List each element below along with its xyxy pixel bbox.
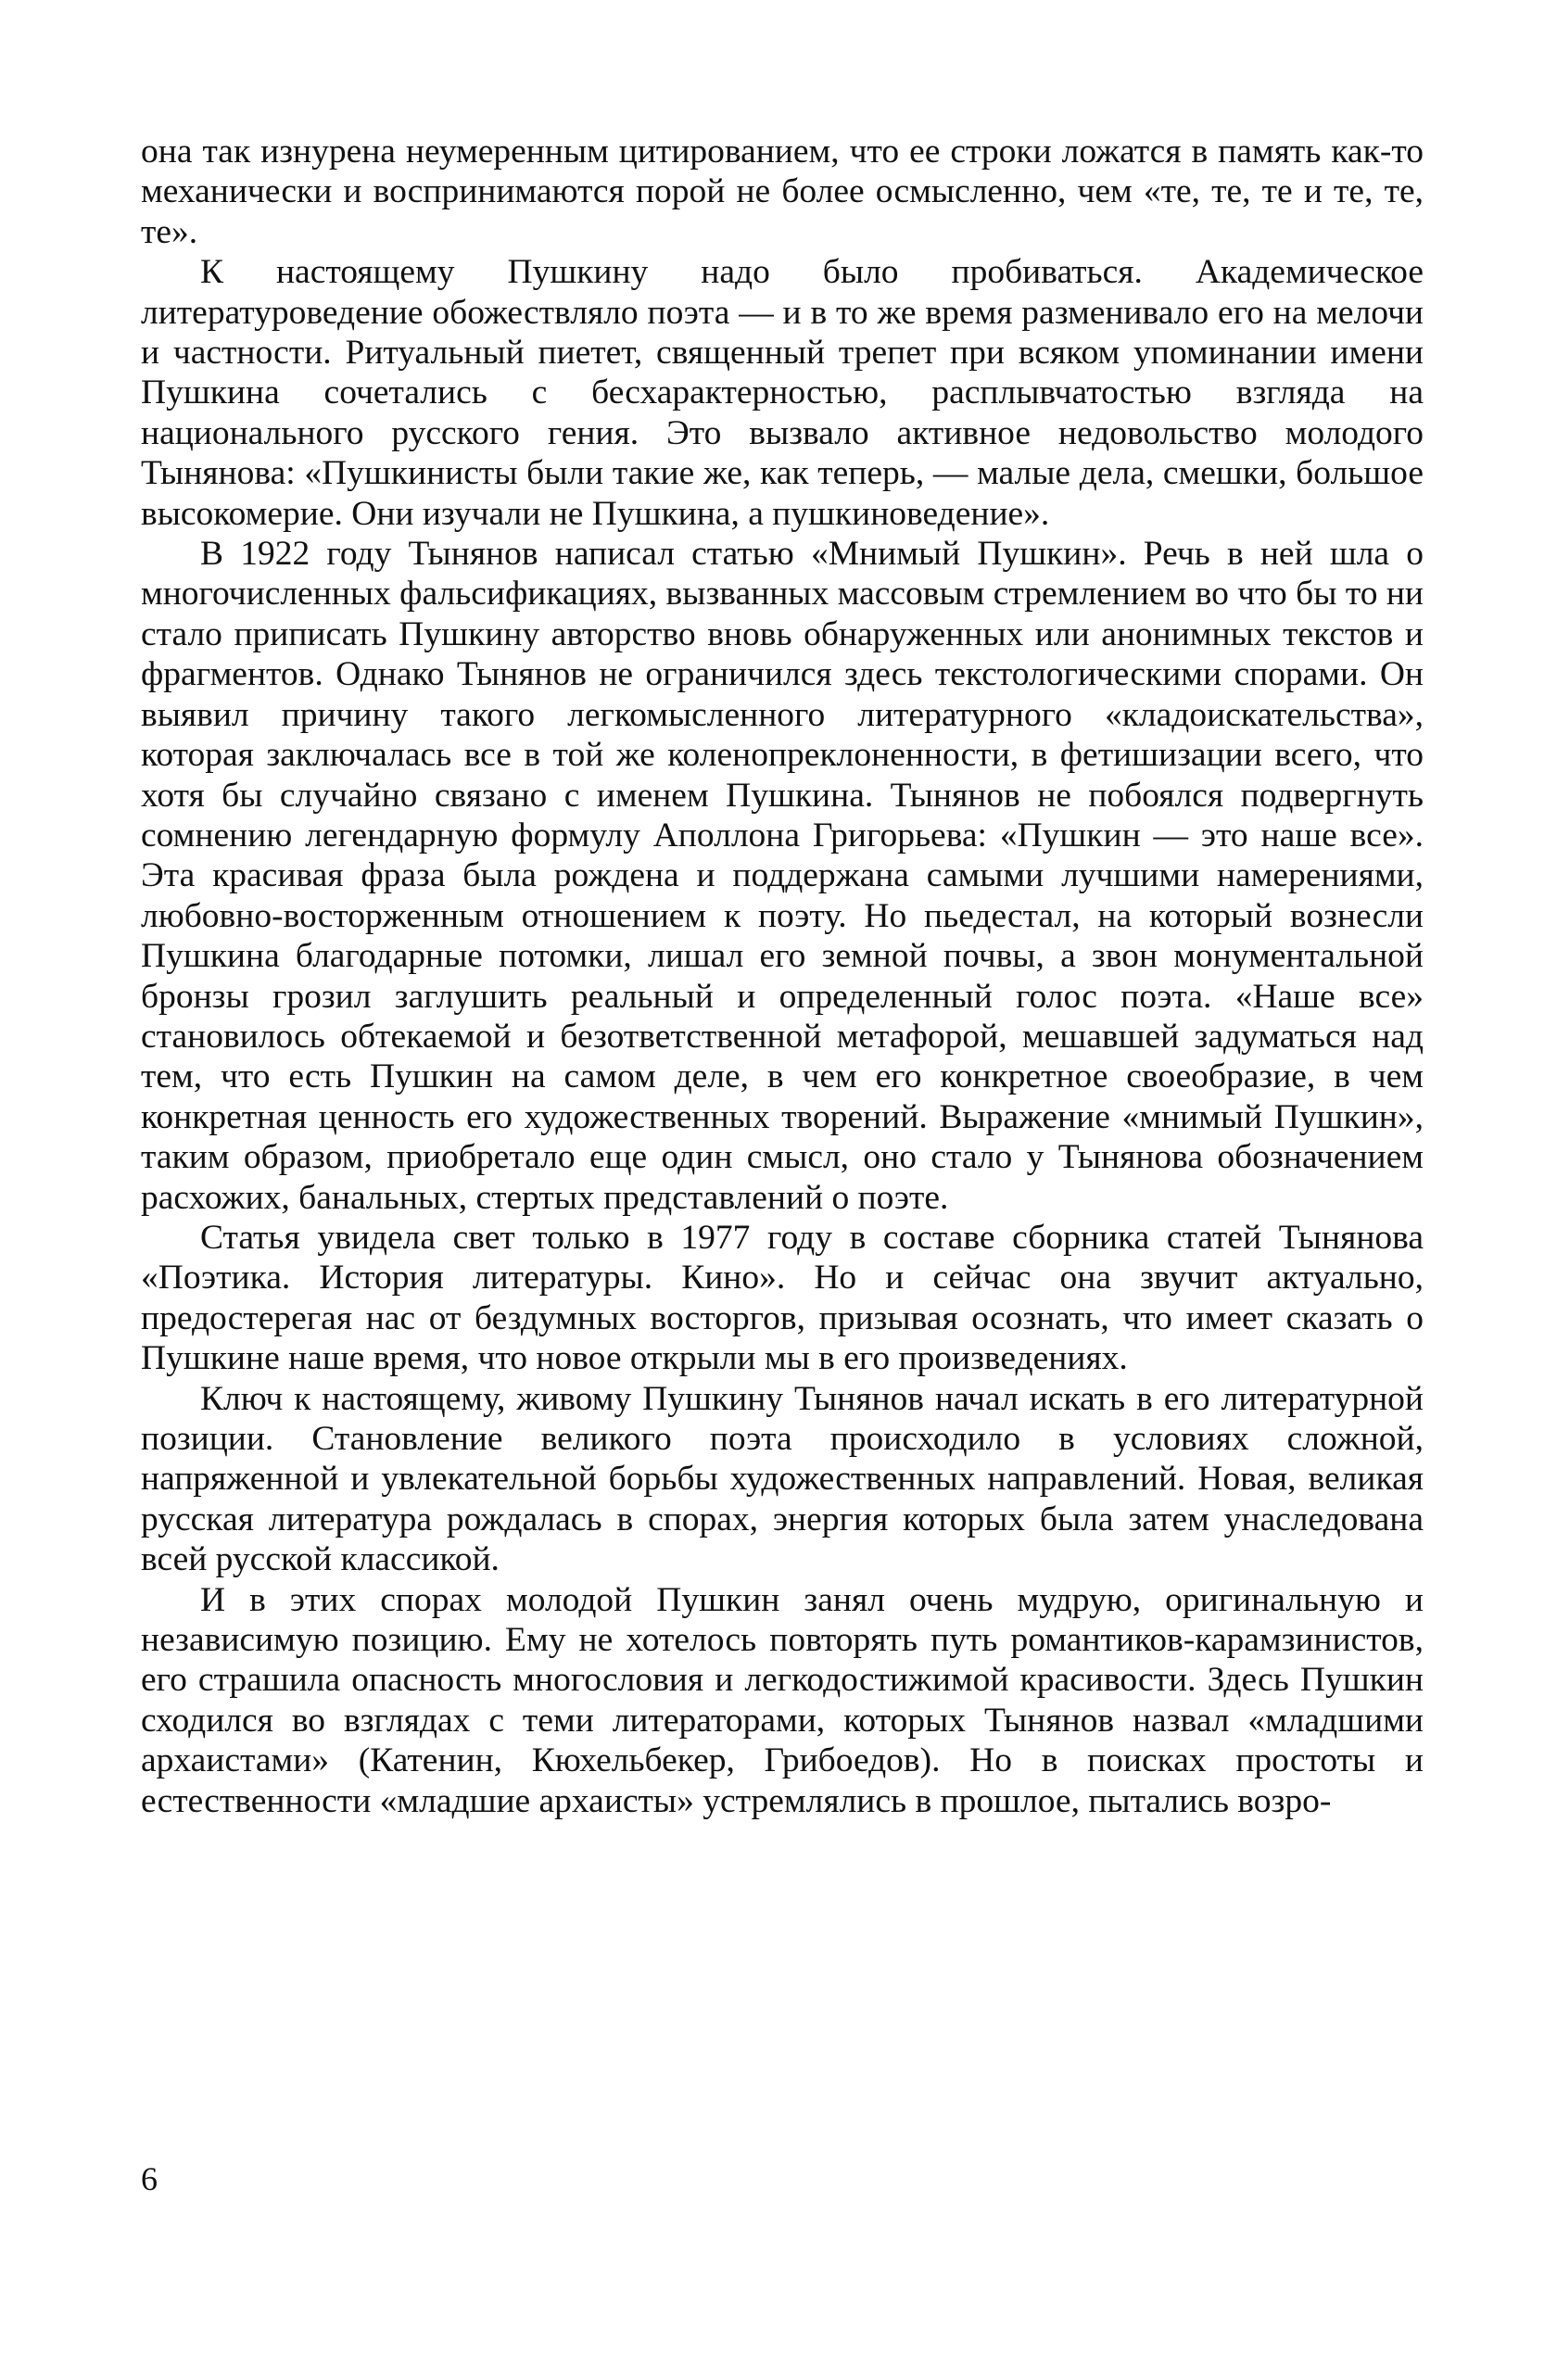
paragraph-1: она так изнурена неумеренным цитированием, что ее строки ложатся в память как-то механически и воспринимаются порой не более осмысленно, чем «те, те, те и те, те, те». xyxy=(141,133,1424,251)
paragraph-3: В 1922 году Тынянов написал статью «Мнимый Пушкин». Речь в ней шла о многочисленных фальсификациях, вызванных массовым стремлением во что бы то ни стало приписать Пушкину авторство вновь обнаруженных или анонимных текстов и фрагментов. Однако Тынянов не ограничился здесь текстологическими спорами. Он выявил причину такого легкомысленного литературного «кладоискательства», которая заключалась все в той же коленопреклоненности, в фетишизации всего, что хотя бы случайно связано с именем Пушкина. Тынянов не побоялся подвергнуть сомнению легендарную формулу Аполлона Григорьева: «Пушкин — это наше все». Эта красивая фраза была рождена и поддержана самыми лучшими намерениями, любовно-восторженным отношением к поэту. Но пьедестал, на который вознесли Пушкина благодарные потомки, лишал его земной почвы, а звон монументальной бронзы грозил заглушить реальный и определенный голос поэта. «Наше все» становилось обтекаемой и безответственной метафорой, мешавшей задуматься над тем, что есть Пушкин на самом деле, в чем его конкретное своеобразие, в чем конкретная ценность его художественных творений. Выражение «мнимый Пушкин», таким образом, приобретало еще один смысл, оно стало у Тынянова обозначением расхожих, банальных, стертых представлений о поэте. xyxy=(141,535,1424,1217)
paragraph-5: Ключ к настоящему, живому Пушкину Тынянов начал искать в его литературной позиции. Становление великого поэта происходило в условиях сложной, напряженной и увлекательной борьбы художественных направлений. Новая, великая русская литература рождалась в спорах, энергия которых была затем унаследована всей русской классикой. xyxy=(141,1379,1424,1579)
paragraph-2: К настоящему Пушкину надо было пробиваться. Академическое литературоведение обожествляло поэта — и в то же время разменивало его на мелочи и частности. Ритуальный пиетет, священный трепет при всяком упоминании имени Пушкина сочетались с бесхарактерностью, расплывчатостью взгляда на национального русского гения. Это вызвало активное недовольство молодого Тынянова: «Пушкинисты были такие же, как теперь, — малые дела, смешки, большое высокомерие. Они изучали не Пушкина, а пушкиноведение». xyxy=(141,253,1424,533)
paragraph-4: Статья увидела свет только в 1977 году в составе сборника статей Тынянова «Поэтика. История литературы. Кино». Но и сейчас она звучит актуально, предостерегая нас от бездумных восторгов, призывая осознать, что имеет сказать о Пушкине наше время, что новое открыли мы в его произведениях. xyxy=(141,1218,1424,1378)
page-number: 6 xyxy=(141,2160,158,2197)
page-body xyxy=(141,132,1424,1821)
paragraph-6: И в этих спорах молодой Пушкин занял очень мудрую, оригинальную и независимую позицию. Ему не хотелось повторять путь романтиков-карамзинистов, его страшила опасность многословия и легкодостижимой красивости. Здесь Пушкин сходился во взглядах с теми литераторами, которых Тынянов назвал «младшими архаистами» (Катенин, Кюхельбекер, Грибоедов). Но в поисках простоты и естественности «младшие архаисты» устремлялись в прошлое, пытались возро- xyxy=(141,1580,1424,1820)
